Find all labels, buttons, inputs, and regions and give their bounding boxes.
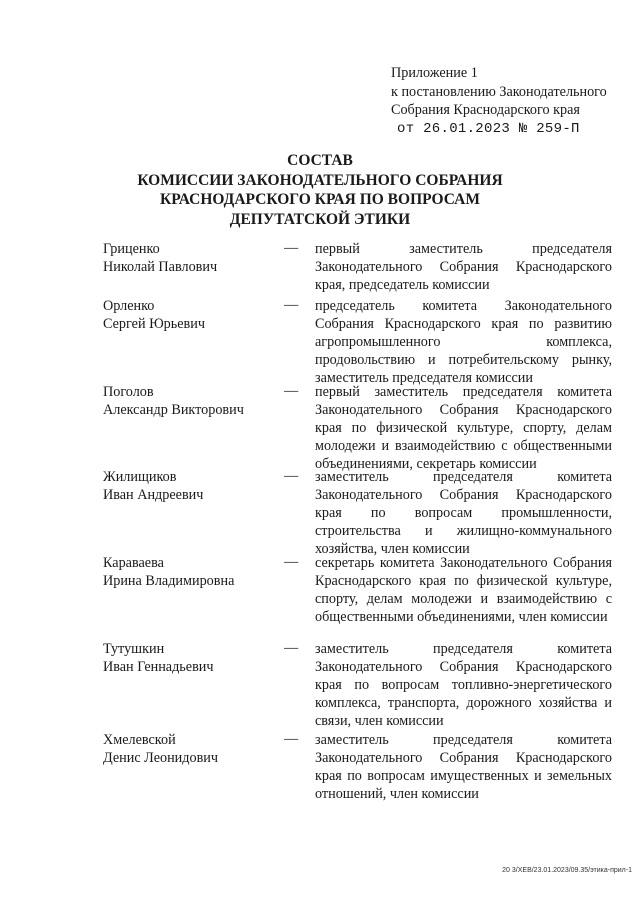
dash-separator: — <box>284 297 299 313</box>
member-role: первый заместитель председателя Законодательного Собрания Краснодарского края, председатель комиссии <box>315 241 612 293</box>
member-given-names: Николай Павлович <box>103 259 218 275</box>
dash-separator: — <box>284 731 299 747</box>
appendix-issuer: Собрания Краснодарского края <box>391 102 580 118</box>
member-surname: Орленко <box>103 298 155 314</box>
member-surname: Хмелевской <box>103 732 176 748</box>
dash-separator: — <box>284 468 299 484</box>
member-name <box>103 640 214 676</box>
dash-separator: — <box>284 554 299 570</box>
appendix-title: Приложение 1 <box>391 65 478 81</box>
member-name <box>103 240 217 276</box>
appendix-reference: к постановлению Законодательного <box>391 83 607 100</box>
dash-separator: — <box>284 383 299 399</box>
member-surname: Жилищиков <box>103 469 177 485</box>
heading-line-1: СОСТАВ <box>287 152 353 169</box>
member-given-names: Александр Викторович <box>103 402 244 418</box>
member-role: заместитель председателя комитета Законодательного Собрания Краснодарского края по вопросам промышленности, строительства и жилищно-коммунального хозяйства, член комиссии <box>315 469 612 557</box>
member-role: первый заместитель председателя комитета Законодательного Собрания Краснодарского края по физической культуре, спорту, делам молодежи и взаимодействию с общественными объединениями, секретарь комиссии <box>315 384 612 472</box>
decree-number-stamp: от 26.01.2023 № 259-П <box>397 120 580 137</box>
member-role: председатель комитета Законодательного Собрания Краснодарского края по развитию агропромышленного комплекса, продовольствию и потребительскому рынку, заместитель председателя комиссии <box>315 298 612 386</box>
heading-line-2: КОМИССИИ ЗАКОНОДАТЕЛЬНОГО СОБРАНИЯ <box>137 171 503 189</box>
member-role: заместитель председателя комитета Законодательного Собрания Краснодарского края по вопросам имущественных и земельных отношений, член комиссии <box>315 732 612 802</box>
member-given-names: Ирина Владимировна <box>103 573 235 589</box>
document-heading <box>0 151 640 229</box>
member-role: секретарь комитета Законодательного Собрания Краснодарского края по физической культуре, спорту, делам молодежи и взаимодействию с общественными объединениями, член комиссии <box>315 555 612 625</box>
member-name <box>103 297 205 333</box>
dash-separator: — <box>284 640 299 656</box>
member-given-names: Сергей Юрьевич <box>103 316 205 332</box>
dash-separator: — <box>284 240 299 256</box>
member-role: заместитель председателя комитета Законодательного Собрания Краснодарского края по вопросам топливно-энергетического комплекса, транспорта, дорожного хозяйства и связи, член комиссии <box>315 641 612 729</box>
member-name <box>103 731 218 767</box>
member-name <box>103 383 244 419</box>
member-given-names: Денис Леонидович <box>103 750 219 766</box>
member-surname: Поголов <box>103 384 154 400</box>
member-surname: Гриценко <box>103 241 160 257</box>
member-given-names: Иван Андреевич <box>103 487 204 503</box>
member-name <box>103 554 234 590</box>
heading-line-3: КРАСНОДАРСКОГО КРАЯ ПО ВОПРОСАМ <box>160 191 480 208</box>
member-name <box>103 468 203 504</box>
member-surname: Тутушкин <box>103 641 165 657</box>
member-surname: Караваева <box>103 555 164 571</box>
member-given-names: Иван Геннадьевич <box>103 659 214 675</box>
heading-line-4: ДЕПУТАТСКОЙ ЭТИКИ <box>229 210 411 228</box>
document-footer-code: 20 3/ХЕВ/23.01.2023/09.35/этика-прил-1 <box>502 867 632 874</box>
appendix-block <box>391 64 607 138</box>
